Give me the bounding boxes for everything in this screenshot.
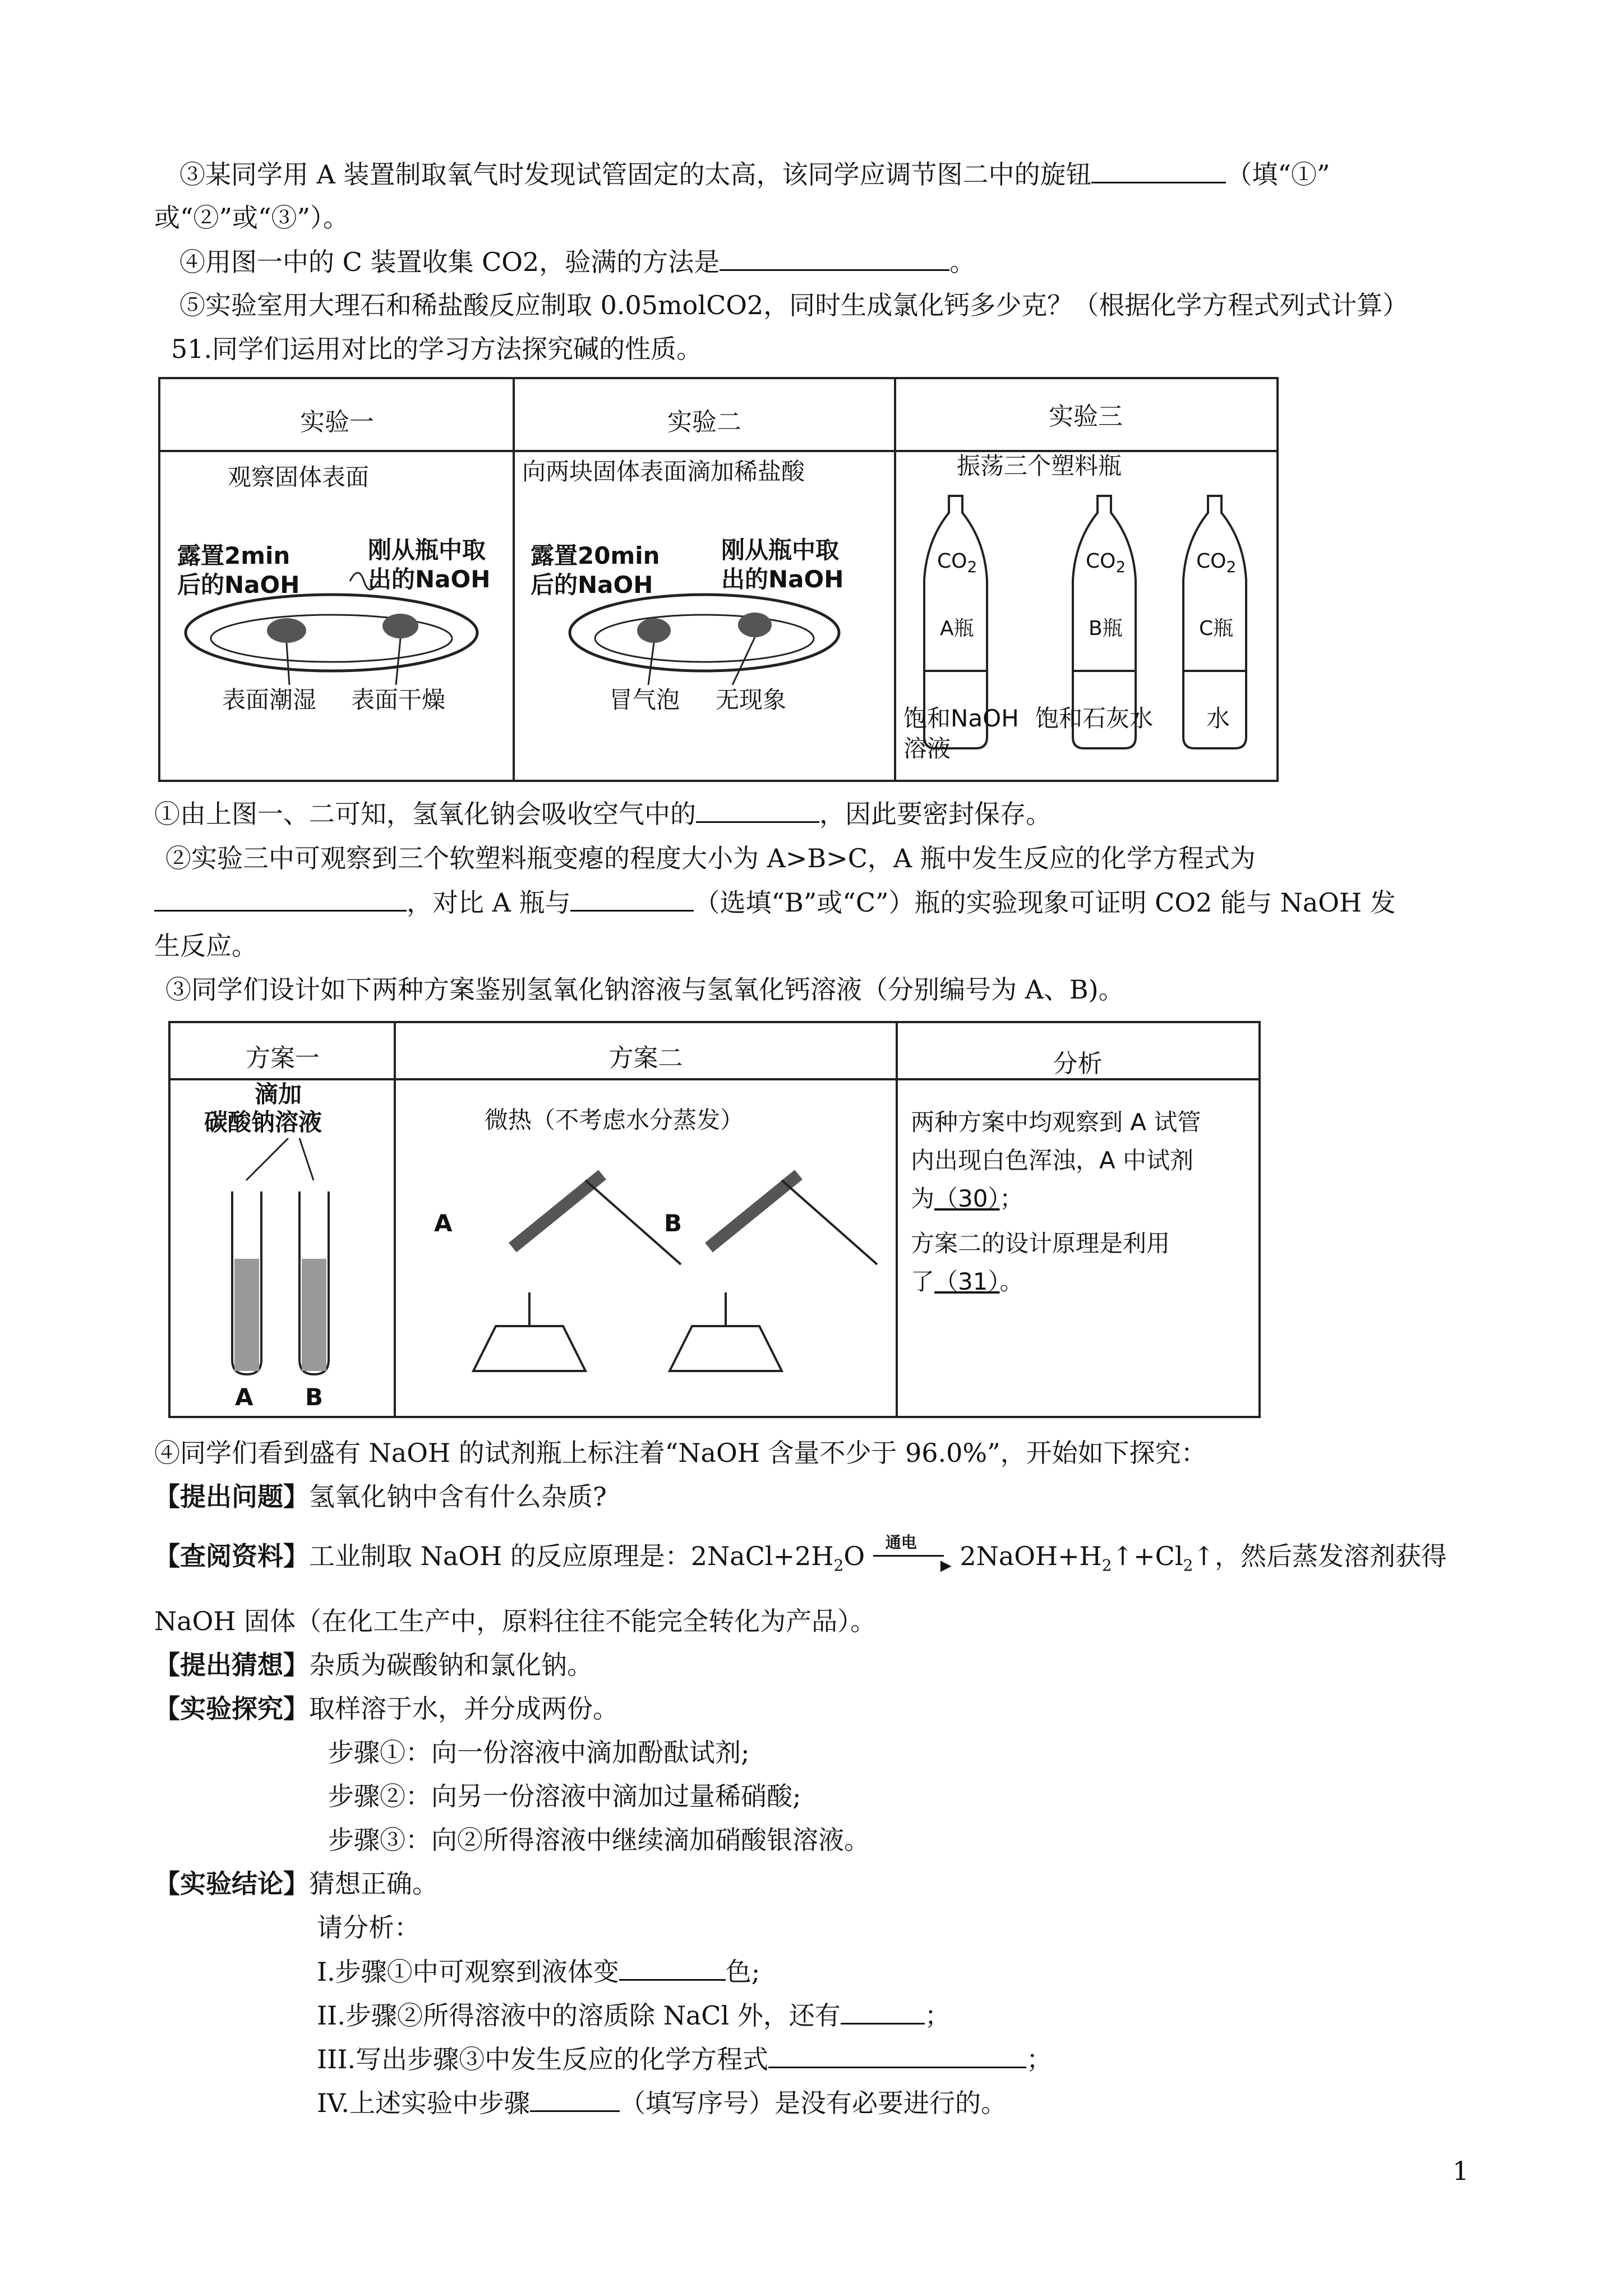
analysis-item-3: III.写出步骤③中发生反应的化学方程式 ； xyxy=(317,2042,1052,2076)
dry-surface-label: 表面干燥 xyxy=(351,686,446,714)
exposed-20min-label: 露置20min xyxy=(531,542,660,569)
answer-blank-30[interactable]: （30） xyxy=(934,1185,1000,1212)
solution-b-label: 饱和石灰水 xyxy=(1035,705,1154,732)
drop-label: 滴加 xyxy=(255,1080,302,1108)
sub-question-2-line3: 生反应。 xyxy=(154,931,257,961)
answer-blank[interactable] xyxy=(768,2042,1026,2068)
answer-blank[interactable] xyxy=(696,797,819,823)
bottle-c-gas: $CO_2$ xyxy=(1196,550,1237,577)
answer-blank[interactable] xyxy=(619,1954,726,1981)
fresh-naoh-label: 刚从瓶中取 xyxy=(368,536,486,564)
dish-icon xyxy=(186,595,477,671)
test-tube-a-icon xyxy=(232,1191,261,1374)
experiment-1-desc: 观察固体表面 xyxy=(228,463,370,491)
bottle-a-label: A瓶 xyxy=(940,617,974,640)
no-change-label: 无现象 xyxy=(716,686,787,714)
exposed-20min-label-2: 后的NaOH xyxy=(531,571,653,599)
experiment-inquiry: 【实验探究】取样溶于水，并分成两份。 xyxy=(154,1694,619,1724)
answer-blank-31[interactable]: （31） xyxy=(934,1268,1000,1295)
analysis-prompt: 请分析： xyxy=(317,1912,420,1943)
question-5: ⑤实验室用大理石和稀盐酸反应制取 0.05molCO2，同时生成氯化钙多少克？（根据化学方程式列式计算） xyxy=(179,290,1409,320)
setup-b-label: B xyxy=(664,1209,683,1237)
header-experiment-2: 实验二 xyxy=(667,408,741,436)
header-scheme-2: 方案二 xyxy=(608,1044,683,1073)
answer-blank[interactable] xyxy=(720,245,949,271)
experiment-2-desc: 向两块固体表面滴加稀盐酸 xyxy=(522,458,805,485)
bubbles-label: 冒气泡 xyxy=(609,686,680,714)
wet-solid-icon xyxy=(267,618,306,643)
hypothesis: 【提出猜想】杂质为碳酸钠和氯化钠。 xyxy=(154,1650,593,1680)
reference-material: 【查阅资料】工业制取 NaOH 的反应原理是：$2NaCl+2H_2O$ 通电 ▶ $2NaOH+H_2↑+Cl_2↑$，然后蒸发溶剂获得 xyxy=(154,1533,1447,1575)
fresh-naoh-label-2: 出的NaOH xyxy=(721,565,844,593)
solution-a-label-2: 溶液 xyxy=(903,735,951,762)
conclusion: 【实验结论】猜想正确。 xyxy=(154,1869,438,1899)
bottle-c-label: C瓶 xyxy=(1199,617,1234,640)
question-3-line2: 或“②”或“③”）。 xyxy=(154,203,349,233)
header-experiment-1: 实验一 xyxy=(300,408,374,436)
setup-a-label: A xyxy=(434,1209,453,1237)
bottle-b-gas: $CO_2$ xyxy=(1086,550,1126,577)
reaction-arrow: 通电 ▶ xyxy=(873,1543,952,1565)
header-analysis: 分析 xyxy=(1053,1050,1103,1078)
answer-blank[interactable] xyxy=(1091,157,1226,183)
question-51: 51.同学们运用对比的学习方法探究碱的性质。 xyxy=(171,334,703,364)
bubbling-solid-icon xyxy=(637,618,671,643)
header-scheme-1: 方案一 xyxy=(246,1044,320,1073)
analysis-line-5: 了（31）。 xyxy=(911,1268,1023,1295)
reference-line-2: NaOH 固体（在化工生产中，原料往往不能完全转化为产品）。 xyxy=(154,1606,877,1636)
question-4-tail: 。 xyxy=(949,247,976,277)
answer-blank[interactable] xyxy=(570,885,694,912)
sub-question-2-line2: ，对比 A 瓶与 （选填“B”或“C”）瓶的实验现象可证明 CO2 能与 NaOH 发 xyxy=(154,885,1396,919)
question-3-tail: （填“①” xyxy=(1226,159,1330,190)
question-3-text: ③某同学用 A 装置制取氧气时发现试管固定的太高，该同学应调节图二中的旋钮 xyxy=(179,159,1092,190)
analysis-item-4: IV.上述实验中步骤 （填写序号）是没有必要进行的。 xyxy=(317,2086,1007,2120)
analysis-item-2: II.步骤②所得溶液中的溶质除 NaCl 外，还有 ； xyxy=(317,1998,951,2032)
experiment-3-desc: 振荡三个塑料瓶 xyxy=(957,452,1122,480)
wet-surface-label: 表面潮湿 xyxy=(222,686,317,714)
bottle-a-gas: $CO_2$ xyxy=(937,550,978,577)
sodium-carbonate-label: 碳酸钠溶液 xyxy=(204,1108,322,1136)
exposed-2min-label: 露置2min xyxy=(177,542,291,569)
sub-question-1: ①由上图一、二可知，氢氧化钠会吸收空气中的 ，因此要密封保存。 xyxy=(154,797,1052,831)
solution-c-label: 水 xyxy=(1206,705,1230,732)
analysis-line-3: 为（30）； xyxy=(911,1185,1023,1212)
step-1: 步骤①：向一份溶液中滴加酚酞试剂; xyxy=(328,1737,750,1768)
question-4-text: ④用图一中的 C 装置收集 CO2，验满的方法是 xyxy=(179,247,720,277)
tube-a-label: A xyxy=(235,1383,253,1411)
step-3: 步骤③：向②所得溶液中继续滴加硝酸银溶液。 xyxy=(328,1825,870,1855)
heat-note: 微热（不考虑水分蒸发） xyxy=(485,1106,744,1134)
scheme-table-drawing xyxy=(170,1023,1258,1416)
analysis-item-1: I.步骤①中可观察到液体变 色; xyxy=(317,1954,760,1989)
unchanged-solid-icon xyxy=(738,613,772,637)
analysis-line-2: 内出现白色浑浊，A 中试剂 xyxy=(911,1147,1194,1174)
sub-question-2: ②实验三中可观察到三个软塑料瓶变瘪的程度大小为 A>B>C，A 瓶中发生反应的化学方程式为 xyxy=(165,843,1256,873)
sub-question-3: ③同学们设计如下两种方案鉴别氢氧化钠溶液与氢氧化钙溶液（分别编号为 A、B)。 xyxy=(165,974,1124,1005)
ask-question: 【提出问题】氢氧化钠中含有什么杂质? xyxy=(154,1481,607,1512)
experiment-table-1 xyxy=(158,377,1279,782)
dry-solid-icon xyxy=(382,614,418,638)
dish-icon xyxy=(570,595,839,671)
answer-blank[interactable] xyxy=(154,885,407,912)
step-2: 步骤②：向另一份溶液中滴加过量稀硝酸; xyxy=(328,1781,801,1811)
answer-blank[interactable] xyxy=(841,1998,925,2024)
exposed-2min-label-2: 后的NaOH xyxy=(177,571,300,599)
header-experiment-3: 实验三 xyxy=(1049,402,1123,431)
fresh-naoh-label: 刚从瓶中取 xyxy=(721,536,840,564)
question-3 xyxy=(179,157,1330,191)
tube-b-label: B xyxy=(305,1383,324,1411)
question-4 xyxy=(179,245,975,279)
heating-setup-b-icon xyxy=(670,1175,877,1371)
test-tube-b-icon xyxy=(299,1191,329,1374)
bottle-b-label: B瓶 xyxy=(1089,617,1123,640)
analysis-line-1: 两种方案中均观察到 A 试管 xyxy=(911,1108,1201,1136)
analysis-line-4: 方案二的设计原理是利用 xyxy=(911,1230,1170,1257)
fresh-naoh-label-2: 出的NaOH xyxy=(368,565,491,593)
sub-question-4: ④同学们看到盛有 NaOH 的试剂瓶上标注着“NaOH 含量不少于 96.0%”，开始如下探究： xyxy=(154,1438,1207,1468)
page-number: 1 xyxy=(1453,2156,1469,2186)
heating-setup-a-icon xyxy=(473,1175,681,1371)
answer-blank[interactable] xyxy=(530,2086,620,2112)
solution-a-label: 饱和NaOH xyxy=(903,705,1019,732)
scheme-table xyxy=(168,1021,1261,1418)
